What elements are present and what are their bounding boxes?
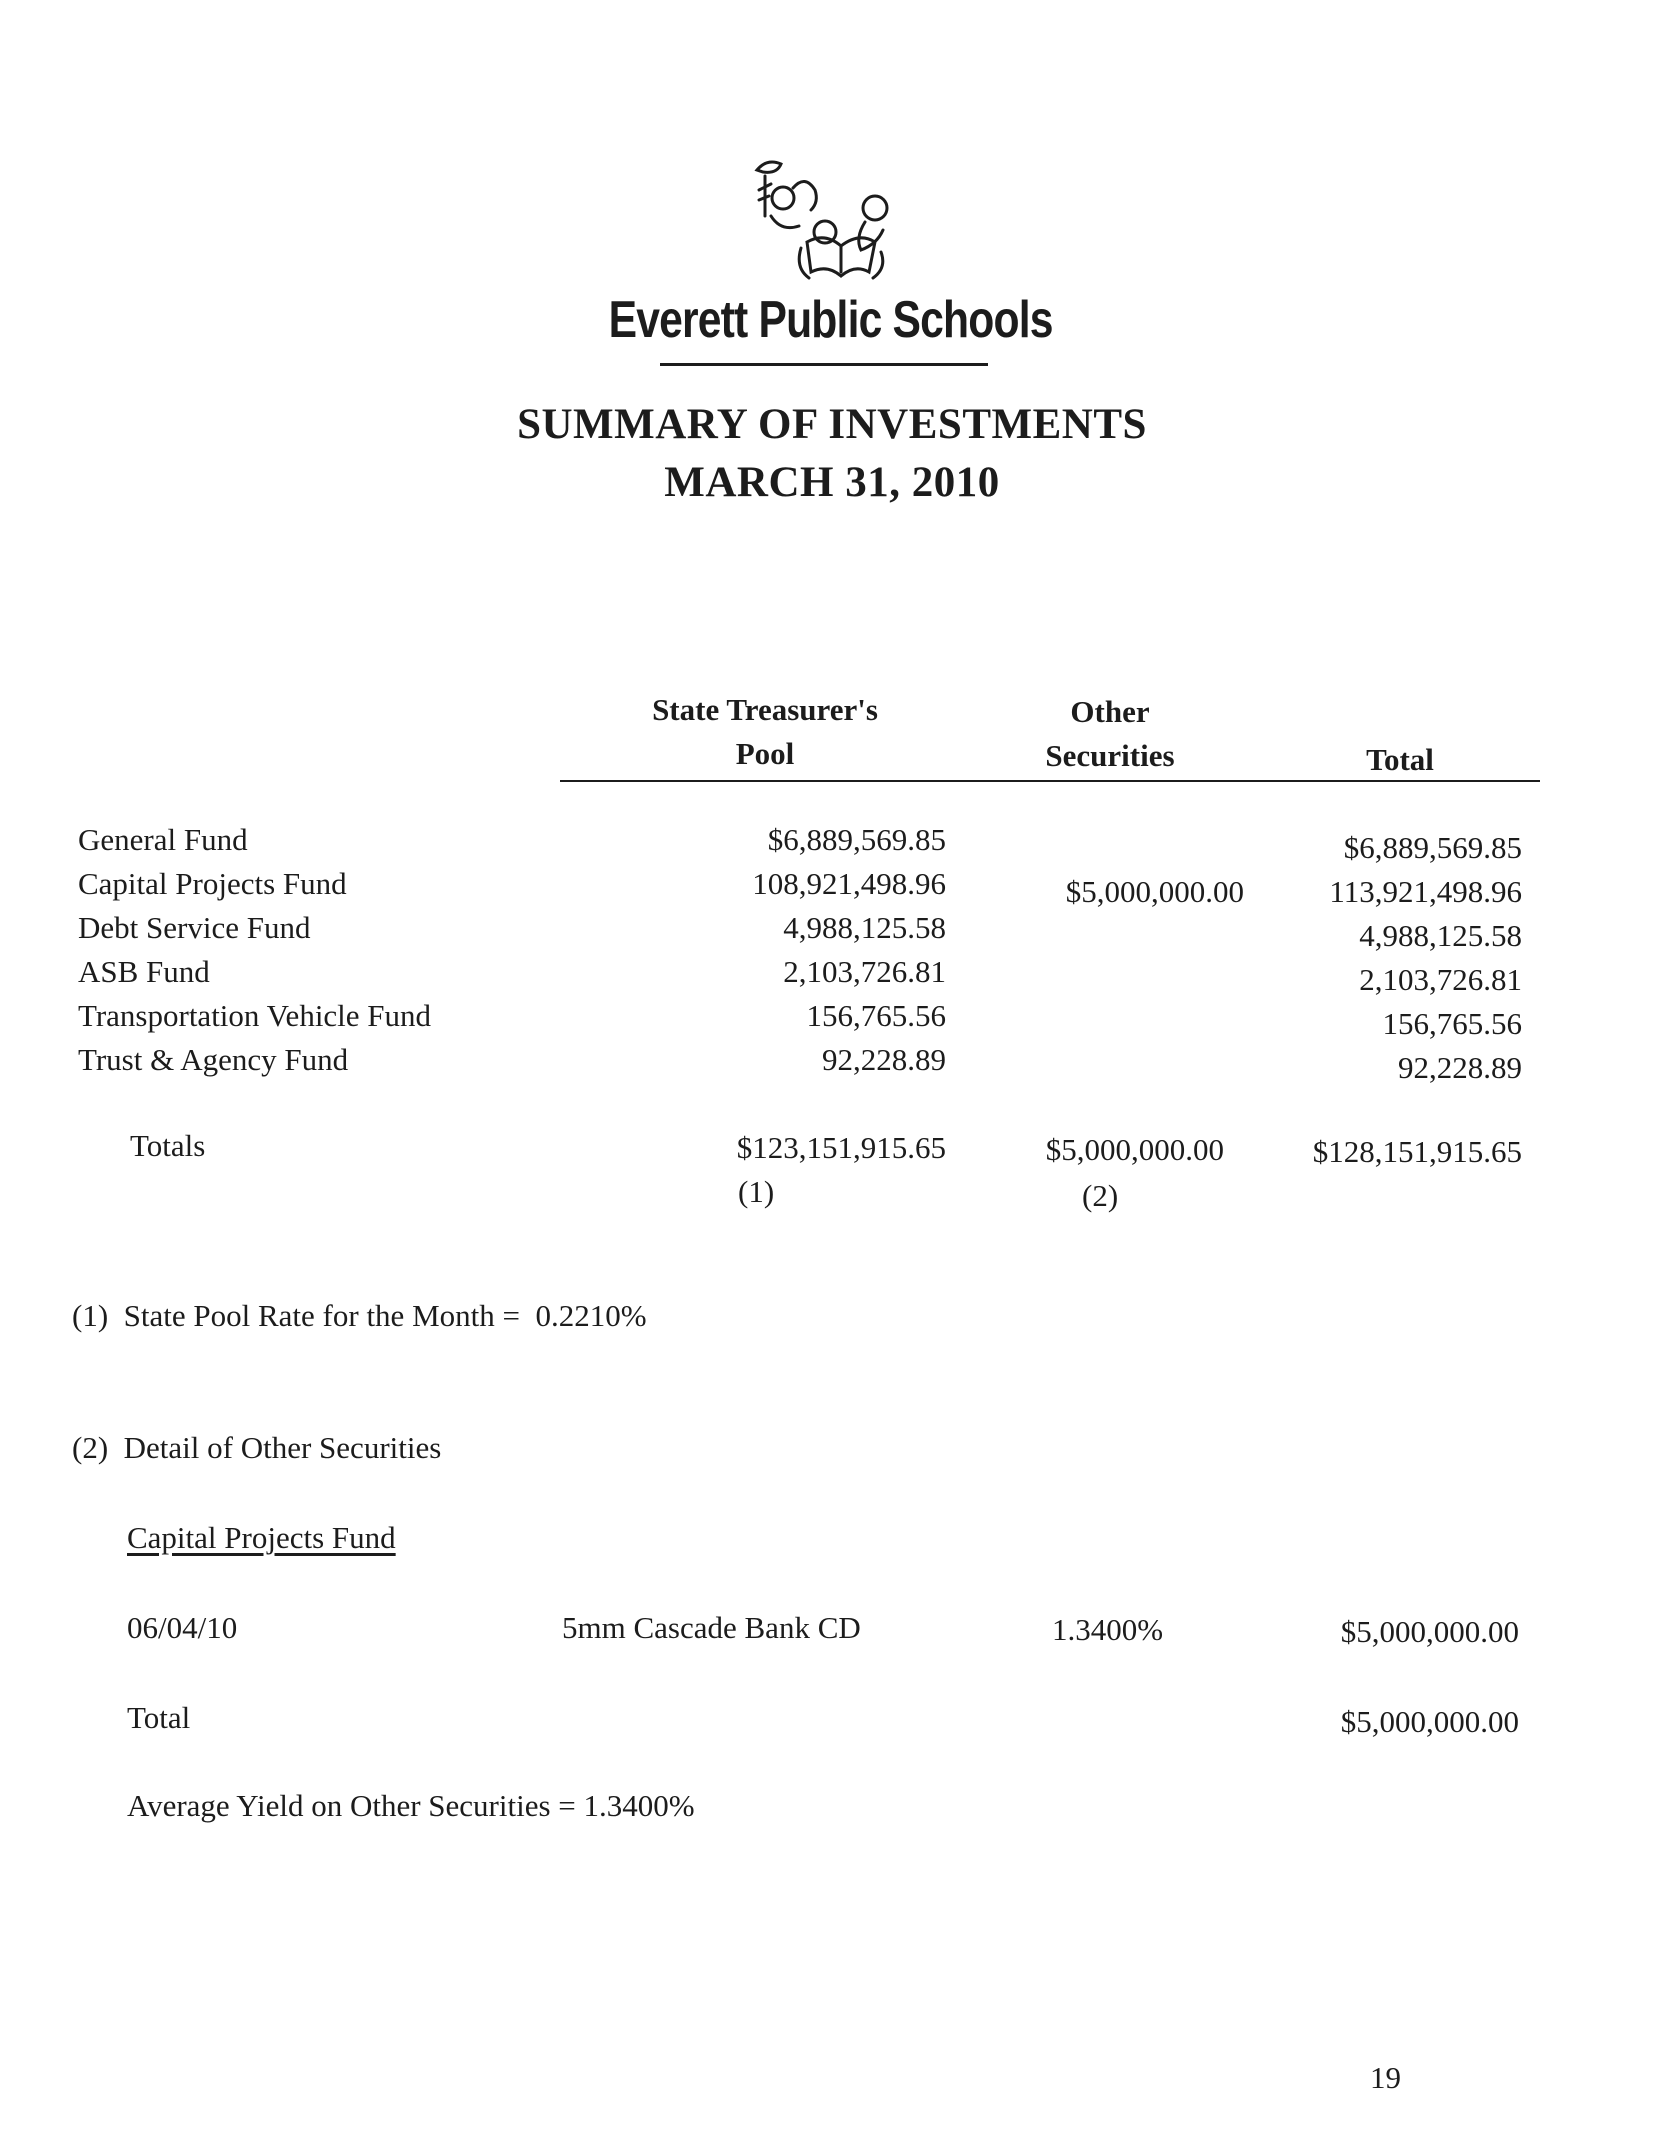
detail-date: 06/04/10 <box>127 1610 238 1645</box>
report-date: MARCH 31, 2010 <box>664 459 1000 506</box>
total-value: 4,988,125.58 <box>1359 918 1522 953</box>
section-title-capital-projects: Capital Projects Fund <box>127 1520 396 1555</box>
organization-underline <box>660 363 988 366</box>
page-title: SUMMARY OF INVESTMENTS <box>517 401 1147 448</box>
fund-label: Transportation Vehicle Fund <box>78 998 432 1033</box>
total-value: 156,765.56 <box>1382 1006 1522 1041</box>
column-header-total: Total <box>1366 742 1434 777</box>
note-2: (2) Detail of Other Securities <box>72 1430 442 1465</box>
total-value: 92,228.89 <box>1398 1050 1522 1085</box>
column-header-other-securities: Other Securities <box>1045 694 1175 773</box>
footnote-marker-2: (2) <box>1082 1178 1119 1213</box>
page-number: 19 <box>1370 2060 1401 2095</box>
total-value: 113,921,498.96 <box>1329 874 1522 909</box>
organization-name: Everett Public Schools <box>608 291 1053 349</box>
totals-other-securities: $5,000,000.00 <box>1045 1132 1224 1167</box>
fund-label: Debt Service Fund <box>78 910 311 945</box>
detail-total-amount: $5,000,000.00 <box>1340 1704 1519 1739</box>
totals-state-pool: $123,151,915.65 <box>736 1130 946 1165</box>
state-pool-value: 2,103,726.81 <box>783 954 946 989</box>
fund-label: General Fund <box>78 822 248 857</box>
state-pool-rate: 0.2210% <box>535 1298 647 1333</box>
other-securities-value: $5,000,000.00 <box>1065 874 1244 909</box>
header-rule <box>560 780 1540 782</box>
totals-label: Totals <box>130 1128 206 1163</box>
fund-label: Trust & Agency Fund <box>78 1042 349 1077</box>
state-pool-value: 156,765.56 <box>806 998 946 1033</box>
detail-total-label: Total <box>127 1700 191 1735</box>
state-pool-value: 4,988,125.58 <box>783 910 946 945</box>
detail-amount: $5,000,000.00 <box>1340 1614 1519 1649</box>
footnote-marker-1: (1) <box>738 1174 775 1209</box>
fund-label: Capital Projects Fund <box>78 866 347 901</box>
note-1: (1) State Pool Rate for the Month = 0.2210% <box>72 1298 647 1333</box>
state-pool-value: 108,921,498.96 <box>752 866 946 901</box>
state-pool-value: $6,889,569.85 <box>767 822 946 857</box>
totals-total: $128,151,915.65 <box>1312 1134 1522 1169</box>
detail-rate: 1.3400% <box>1052 1612 1164 1647</box>
column-header-state-pool: State Treasurer's Pool <box>652 692 878 771</box>
total-value: 2,103,726.81 <box>1359 962 1522 997</box>
total-value: $6,889,569.85 <box>1343 830 1522 865</box>
average-yield: Average Yield on Other Securities = 1.3400% <box>127 1788 695 1823</box>
state-pool-value: 92,228.89 <box>822 1042 946 1077</box>
fund-label: ASB Fund <box>78 954 210 989</box>
detail-description: 5mm Cascade Bank CD <box>562 1610 861 1645</box>
